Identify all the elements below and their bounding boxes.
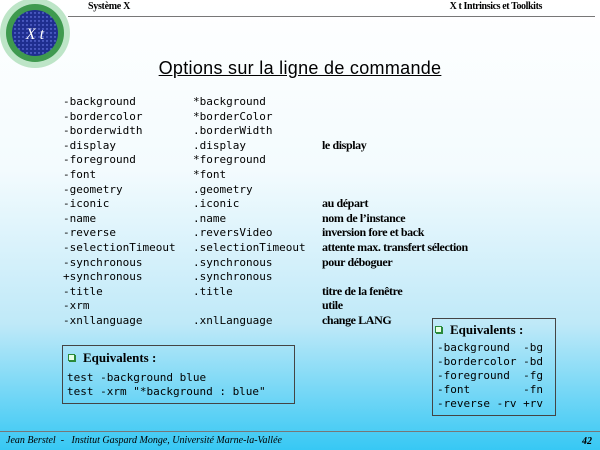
equivalents-box-left [62,345,295,404]
page-number: 42 [582,436,592,447]
option-flag: -synchronous [63,255,143,269]
option-flag: -foreground [63,153,136,167]
equivalents-right-line: -background -bg [437,341,543,354]
option-resource: *foreground [193,153,266,167]
equivalents-right-line: -foreground -fg [437,369,543,382]
equivalents-right-title: Equivalents : [450,322,524,337]
equivalents-right-line: -bordercolor -bd [437,355,543,368]
equivalents-left-title: Equivalents : [83,350,157,365]
logo-text: X t [25,26,45,43]
footer-credit: Jean Berstel - Institut Gaspard Monge, Université Marne-la-Vallée [6,435,282,446]
option-resource: .selectionTimeout [193,240,306,254]
option-flag: -title [63,284,103,298]
option-resource: .iconic [193,197,240,211]
option-flag: -selectionTimeout [63,240,176,254]
bullet-icon [435,326,442,333]
option-resource: .synchronous [193,270,273,284]
option-resource: .reversVideo [193,226,273,240]
option-flag: -name [63,211,97,225]
option-description: attente max. transfert sélection [322,239,468,254]
option-flag: -bordercolor [63,109,143,123]
option-description: utile [322,298,343,313]
option-flag: -borderwidth [63,124,143,138]
equivalents-box-right [432,318,556,416]
footer-bar [0,431,600,432]
option-flag: -font [63,167,97,181]
option-resource: .name [193,211,227,225]
option-resource: .geometry [193,182,253,196]
option-flag: -background [63,95,136,108]
option-resource: *borderColor [193,109,273,123]
option-resource: .borderWidth [193,124,273,138]
equivalents-right-line: -font -fn [437,383,543,396]
option-description: pour déboguer [322,254,393,269]
option-flag: -xnllanguage [63,313,143,327]
option-flag: -reverse [63,226,116,240]
equivalents-left-line: test -background blue [67,371,207,384]
option-resource: .synchronous [193,255,273,269]
slide-title: Options sur la ligne de commande [158,58,442,78]
option-description: inversion fore et back [322,225,424,240]
option-resource: .display [193,138,246,152]
equivalents-left-line: test -xrm "*background : blue" [67,385,266,398]
option-resource: *background [193,95,266,108]
header-left-title: Système X [88,1,131,12]
option-flag: -iconic [63,197,110,211]
option-flag: -display [63,138,116,152]
option-description: le display [322,137,367,152]
option-resource: .title [193,284,233,298]
bullet-icon [68,354,75,361]
option-description: change LANG [322,312,392,327]
option-description: au départ [322,196,369,211]
option-flag: -geometry [63,182,123,196]
option-resource: *font [193,167,227,181]
option-description: titre de la fenêtre [322,283,403,298]
equivalents-right-line: -reverse -rv +rv [437,397,543,410]
header-right-title: X t Intrinsics et Toolkits [449,1,542,12]
option-resource: .xnlLanguage [193,313,273,327]
option-flag: -xrm [63,299,90,313]
option-description: nom de l’instance [322,210,406,225]
option-flag: +synchronous [63,270,143,284]
